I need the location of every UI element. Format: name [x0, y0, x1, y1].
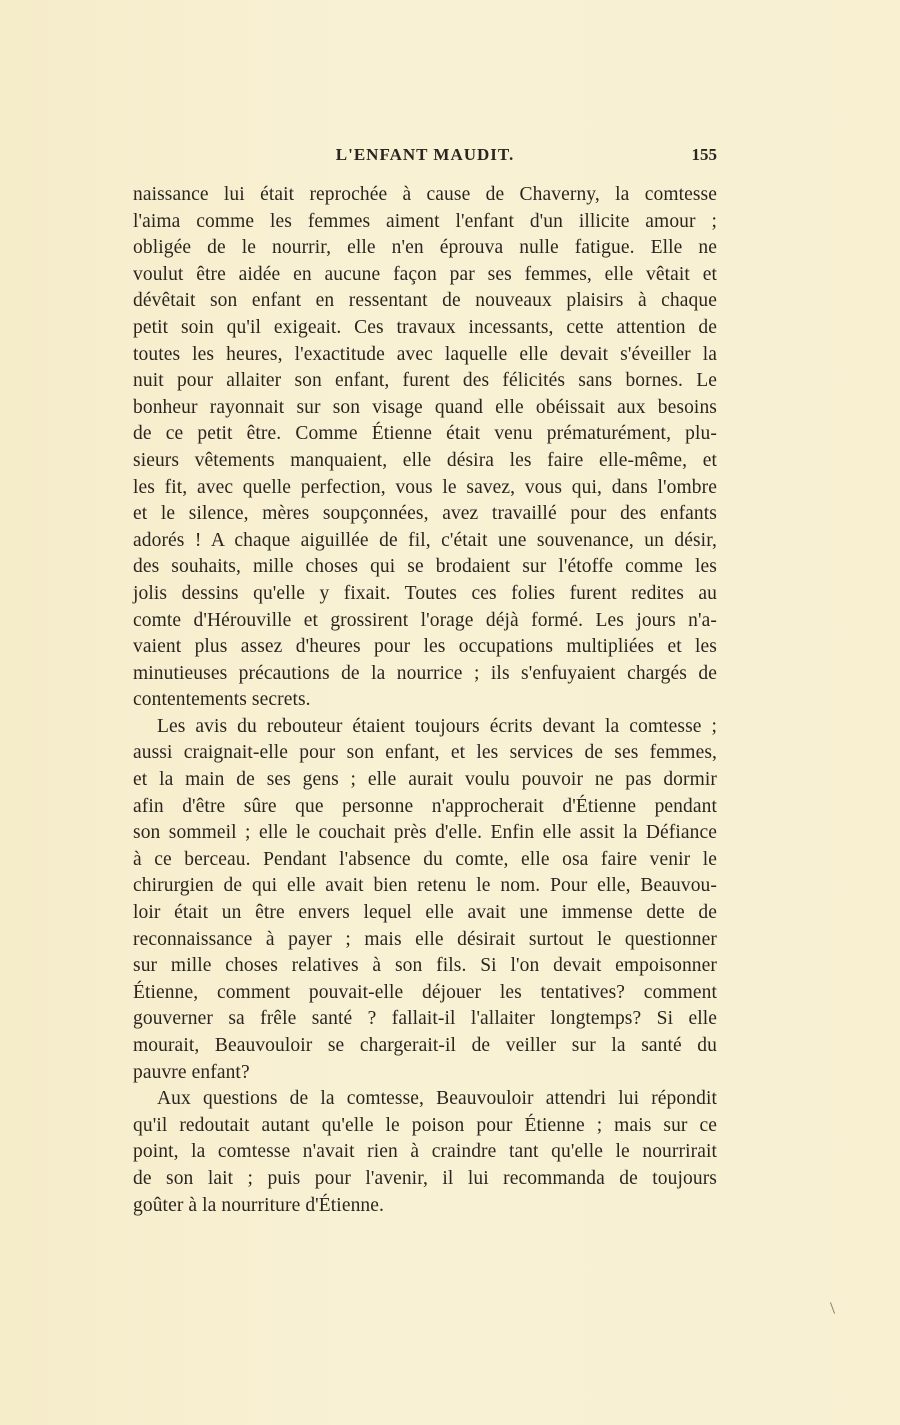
- text-line: jolis dessins qu'elle y fixait. Toutes ces folies furent redites au: [133, 582, 717, 604]
- text-line: et le silence, mères soupçonnées, avez travaillé pour des enfants: [133, 503, 717, 525]
- text-line: goûter à la nourriture d'Étienne.: [133, 1194, 385, 1216]
- paragraph: [133, 1086, 717, 1219]
- paragraph: [133, 182, 717, 714]
- text-line: minutieuses précautions de la nourrice ; ils s'enfuyaient chargés de: [133, 662, 717, 684]
- text-line: son sommeil ; elle le couchait près d'elle. Enfin elle assit la Défiance: [133, 822, 717, 844]
- text-line: toutes les heures, l'exactitude avec laquelle elle devait s'éveiller la: [133, 343, 717, 365]
- text-line: les fit, avec quelle perfection, vous le savez, vous qui, dans l'ombre: [133, 476, 717, 498]
- text-line: sur mille choses relatives à son fils. Si l'on devait empoisonner: [133, 955, 717, 977]
- text-line: Les avis du rebouteur étaient toujours écrits devant la comtesse ;: [157, 715, 717, 737]
- text-line: obligée de le nourrir, elle n'en éprouva nulle fatigue. Elle ne: [133, 237, 717, 259]
- text-line: l'aima comme les femmes aiment l'enfant d'un illicite amour ;: [133, 210, 717, 232]
- text-line: voulut être aidée en aucune façon par ses femmes, elle vêtait et: [133, 263, 717, 285]
- running-title: L'ENFANT MAUDIT.: [335, 145, 515, 164]
- text-line: Aux questions de la comtesse, Beauvouloir attendri lui répondit: [157, 1088, 717, 1110]
- text-line: bonheur rayonnait sur son visage quand elle obéissait aux besoins: [133, 396, 717, 418]
- text-line: qu'il redoutait autant qu'elle le poison pour Étienne ; mais sur ce: [133, 1114, 717, 1136]
- running-header: [133, 145, 717, 171]
- text-line: adorés ! A chaque aiguillée de fil, c'était une souvenance, un désir,: [133, 529, 717, 551]
- text-line: à ce berceau. Pendant l'absence du comte, elle osa faire venir le: [133, 848, 717, 870]
- scan-mark: [830, 1302, 835, 1314]
- text-line: pauvre enfant?: [133, 1061, 250, 1083]
- text-line: point, la comtesse n'avait rien à craindre tant qu'elle le nourrirait: [133, 1141, 717, 1163]
- text-line: naissance lui était reprochée à cause de Chaverny, la comtesse: [133, 184, 717, 205]
- text-line: nuit pour allaiter son enfant, furent des félicités sans bornes. Le: [133, 370, 717, 392]
- text-line: mourait, Beauvouloir se chargerait-il de veiller sur la santé du: [133, 1035, 717, 1056]
- text-line: contentements secrets.: [133, 689, 311, 711]
- paragraph: [133, 714, 717, 1086]
- text-line: chirurgien de qui elle avait bien retenu le nom. Pour elle, Beauvou-: [133, 875, 717, 897]
- text-line: gouverner sa frêle santé ? fallait-il l'allaiter longtemps? Si elle: [133, 1008, 717, 1030]
- text-line: vaient plus assez d'heures pour les occupations multipliées et les: [133, 636, 717, 658]
- text-line: aussi craignait-elle pour son enfant, et les services de ses femmes,: [133, 742, 717, 764]
- text-line: loir était un être envers lequel elle avait une immense dette de: [133, 902, 717, 924]
- text-line: des souhaits, mille choses qui se brodaient sur l'étoffe comme les: [133, 556, 717, 578]
- text-line: de son lait ; puis pour l'avenir, il lui recommanda de toujours: [133, 1167, 717, 1189]
- text-line: et la main de ses gens ; elle aurait voulu pouvoir ne pas dormir: [133, 769, 717, 791]
- text-line: petit soin qu'il exigeait. Ces travaux incessants, cette attention de: [133, 316, 717, 338]
- text-line: afin d'être sûre que personne n'approcherait d'Étienne pendant: [133, 795, 717, 817]
- text-line: Étienne, comment pouvait-elle déjouer les tentatives? comment: [133, 981, 717, 1003]
- page-number: 155: [691, 145, 717, 164]
- text-line: reconnaissance à payer ; mais elle désirait surtout le questionner: [133, 928, 717, 950]
- text-line: comte d'Hérouville et grossirent l'orage déjà formé. Les jours n'a-: [133, 609, 717, 631]
- text-line: dévêtait son enfant en ressentant de nouveaux plaisirs à chaque: [133, 290, 717, 312]
- page-body: [133, 182, 717, 1219]
- text-line: sieurs vêtements manquaient, elle désira les faire elle-même, et: [133, 449, 717, 471]
- text-line: de ce petit être. Comme Étienne était venu prématurément, plu-: [133, 423, 717, 445]
